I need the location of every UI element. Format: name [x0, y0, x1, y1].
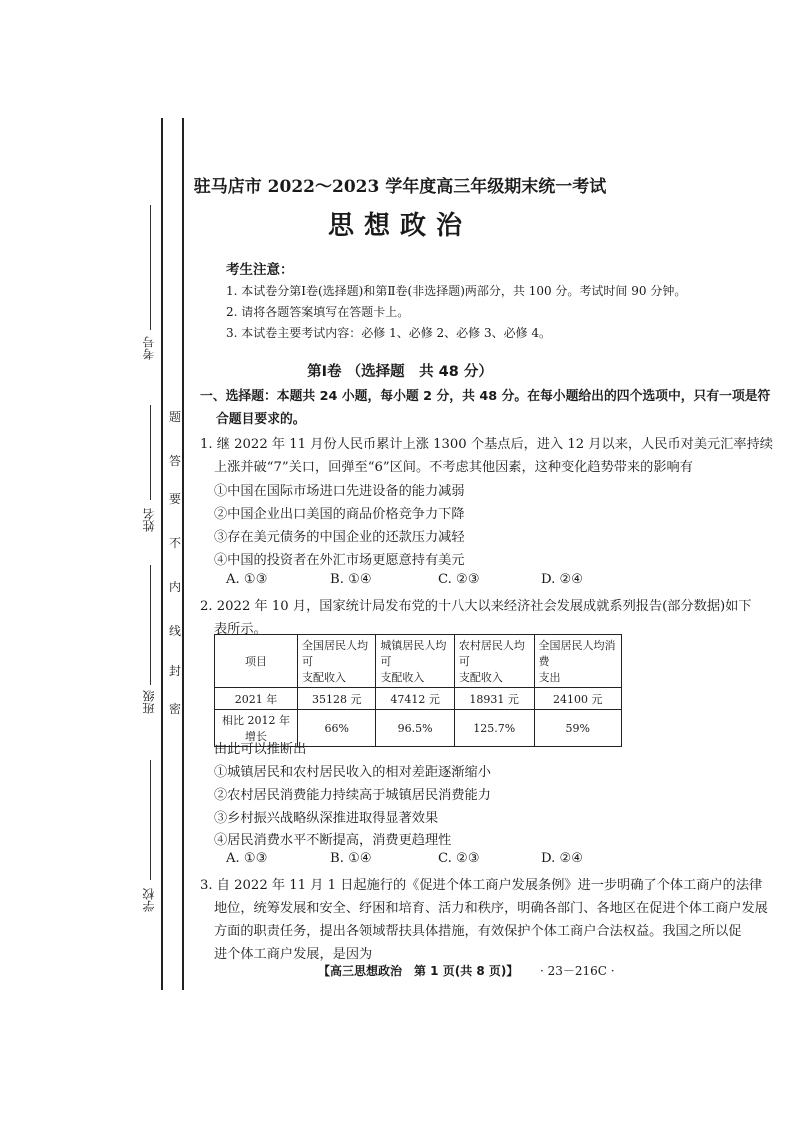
q3-stem: 3. 自 2022 年 11 月 1 日起施行的《促进个体工商户发展条例》进一步明确了个体工商户的法律 — [200, 878, 763, 893]
q3-stem: 地位，统筹发展和安全、纾困和培育、活力和秩序，明确各部门、各地区在促进个体工商户发展 — [214, 901, 768, 916]
q2-option-d: D. ②④ — [541, 851, 584, 866]
section-instruction: 一、选择题：本题共 24 小题，每小题 2 分，共 48 分。在每小题给出的四个选项中，只有一项是符 — [200, 389, 771, 404]
xingming-underline — [150, 405, 151, 500]
binding-line-left — [161, 118, 163, 990]
kaohao-label: 考号 — [142, 336, 156, 360]
table-cell: 相比 2012 年增长 — [215, 710, 298, 747]
q2-stem: 表所示。 — [214, 622, 267, 637]
seal-char: 要 — [169, 492, 182, 506]
table-cell: 2021 年 — [215, 688, 298, 710]
q1-statement: ②中国企业出口美国的商品价格竞争力下降 — [214, 507, 465, 522]
q2-option-c: C. ②③ — [438, 851, 480, 866]
income-table — [214, 634, 622, 747]
q1-statement: ①中国在国际市场进口先进设备的能力减弱 — [214, 484, 465, 499]
table-cell: 24100 元 — [534, 688, 621, 710]
banji-label: 班级 — [142, 690, 156, 714]
q2-stem: 2. 2022 年 10 月，国家统计局发布党的十八大以来经济社会发展成就系列报告(部分数据)如下 — [200, 599, 752, 614]
q2-statement: ①城镇居民和农村居民收入的相对差距逐渐缩小 — [214, 765, 491, 780]
seal-char: 答 — [169, 454, 182, 468]
q2-option-a: A. ①③ — [226, 851, 268, 866]
table-cell: 96.5% — [376, 710, 454, 747]
table-cell: 66% — [298, 710, 376, 747]
table-header: 项目 — [215, 635, 298, 688]
subject-title: 思想政治 — [327, 211, 472, 241]
seal-char: 密 — [169, 702, 182, 716]
seal-char: 线 — [169, 624, 182, 638]
table-header: 全国居民人均消费 支出 — [534, 635, 621, 688]
xingming-label: 姓名 — [142, 508, 156, 532]
q2-statement: ②农村居民消费能力持续高于城镇居民消费能力 — [214, 788, 491, 803]
q3-stem: 进个体工商户发展，是因为 — [214, 947, 373, 962]
table-cell: 18931 元 — [454, 688, 534, 710]
q1-stem: 1. 继 2022 年 11 月份人民币累计上涨 1300 个基点后，进入 12 月以来，人民币对美元汇率持续 — [200, 437, 773, 452]
page-footer: 【高三思想政治 第 1 页(共 8 页)】 — [318, 964, 519, 978]
q2-option-b: B. ①④ — [330, 851, 372, 866]
q1-statement: ③存在美元债务的中国企业的还款压力减轻 — [214, 530, 465, 545]
table-cell: 59% — [534, 710, 621, 747]
q2-statement: ③乡村振兴战略纵深推进取得显著效果 — [214, 811, 439, 826]
q2-infer: 由此可以推断出 — [214, 742, 307, 757]
notice-heading: 考生注意： — [226, 262, 294, 278]
table-cell: 47412 元 — [376, 688, 454, 710]
seal-char: 题 — [169, 410, 182, 424]
table-header: 农村居民人均可 支配收入 — [454, 635, 534, 688]
table-header: 全国居民人均可 支配收入 — [298, 635, 376, 688]
banji-underline — [150, 565, 151, 685]
seal-char: 不 — [169, 536, 182, 550]
q1-stem: 上涨并破“7”关口，回弹至“6”区间。不考虑其他因素，这种变化趋势带来的影响有 — [214, 460, 693, 475]
notice-item: 3. 本试卷主要考试内容：必修 1、必修 2、必修 3、必修 4。 — [226, 326, 552, 340]
q3-stem: 方面的职责任务，提出各领域帮扶具体措施，有效保护个体工商户合法权益。我国之所以促 — [214, 924, 742, 939]
notice-item: 1. 本试卷分第Ⅰ卷(选择题)和第Ⅱ卷(非选择题)两部分，共 100 分。考试时间 90 分钟。 — [226, 284, 687, 298]
table-cell: 35128 元 — [298, 688, 376, 710]
q1-option-d: D. ②④ — [541, 572, 584, 587]
exam-title: 驻马店市 2022～2023 学年度高三年级期末统一考试 — [193, 177, 607, 197]
exam-code: · 23－216C · — [540, 964, 615, 978]
q1-option-b: B. ①④ — [330, 572, 372, 587]
table-header: 城镇居民人均可 支配收入 — [376, 635, 454, 688]
section-instruction: 合题目要求的。 — [216, 412, 306, 427]
seal-char: 封 — [169, 664, 182, 678]
notice-item: 2. 请将各题答案填写在答题卡上。 — [226, 305, 410, 319]
section-title: 第Ⅰ卷 （选择题 共 48 分） — [307, 364, 493, 380]
q2-statement: ④居民消费水平不断提高，消费更趋理性 — [214, 833, 452, 848]
xuexiao-underline — [150, 760, 151, 880]
table-cell: 125.7% — [454, 710, 534, 747]
xuexiao-label: 学校 — [142, 888, 156, 912]
q1-option-a: A. ①③ — [226, 572, 268, 587]
q1-option-c: C. ②③ — [438, 572, 480, 587]
binding-line-right — [182, 118, 184, 990]
seal-char: 内 — [169, 580, 182, 594]
q1-statement: ④中国的投资者在外汇市场更愿意持有美元 — [214, 553, 465, 568]
table-row — [215, 688, 622, 710]
